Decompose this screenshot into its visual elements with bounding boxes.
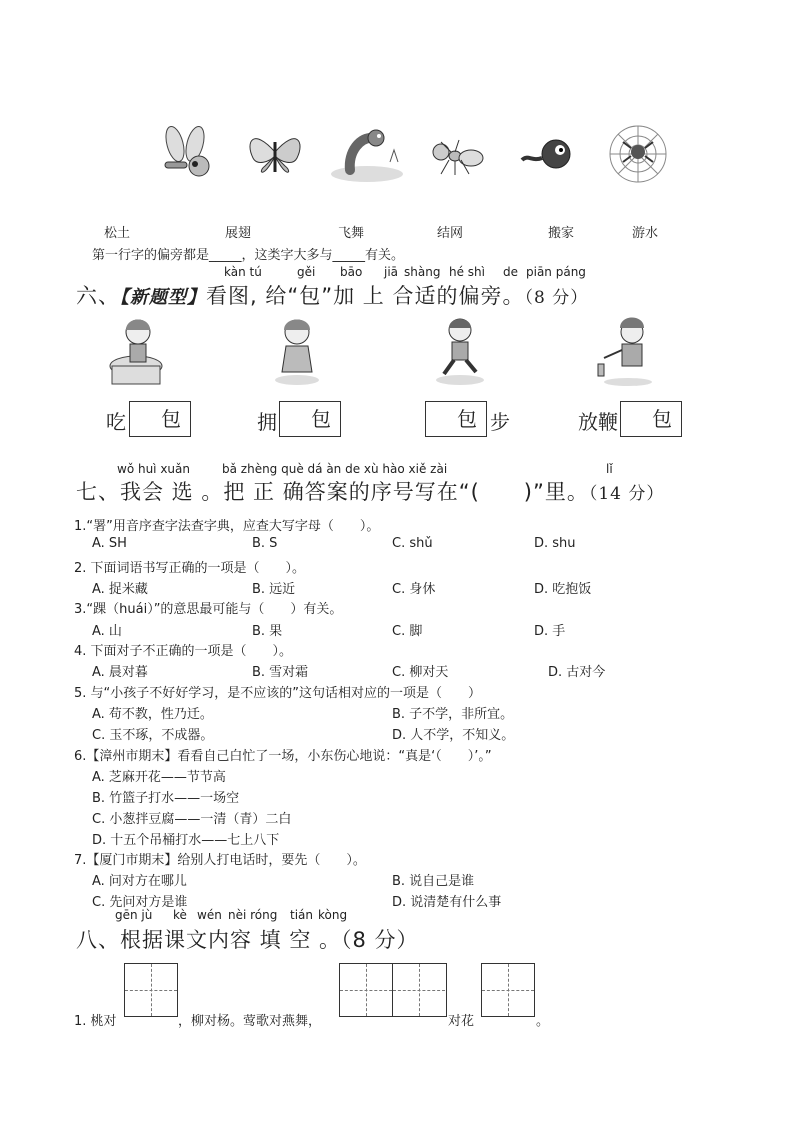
option-c[interactable]: C. 小葱拌豆腐——一清（青）二白 bbox=[92, 812, 292, 827]
option-d[interactable]: D. 人不学，不知义。 bbox=[392, 728, 515, 743]
option-d[interactable]: D. 吃抱饭 bbox=[534, 582, 592, 597]
word-5: 搬家 bbox=[548, 226, 575, 241]
option-b[interactable]: B. 雪对霜 bbox=[252, 665, 309, 680]
pinyin: de bbox=[503, 265, 518, 279]
tianzige-grid[interactable] bbox=[124, 963, 178, 1017]
question-1: 1.“署”用音序查字法查字典，应查大写字母（ ）。 bbox=[74, 519, 380, 534]
option-c[interactable]: C. 先问对方是谁 bbox=[92, 895, 188, 910]
section7-heading bbox=[76, 476, 664, 506]
child-firecracker-icon bbox=[594, 316, 654, 386]
option-a[interactable]: A. 山 bbox=[92, 624, 122, 639]
pinyin: tián bbox=[290, 908, 313, 922]
tianzige-grid[interactable] bbox=[339, 963, 447, 1017]
answer-box[interactable]: 包 bbox=[279, 401, 341, 437]
word-2: 展翅 bbox=[225, 226, 252, 241]
option-d[interactable]: D. 说清楚有什么事 bbox=[392, 895, 502, 910]
question-3: 3.“踝（huái）”的意思最可能与（ ）有关。 bbox=[74, 602, 343, 617]
section-score: （8 分） bbox=[524, 288, 589, 308]
option-c[interactable]: C. 身休 bbox=[392, 582, 436, 597]
pinyin: wǒ huì xuǎn bbox=[117, 462, 190, 476]
option-a[interactable]: A. 晨对暮 bbox=[92, 665, 148, 680]
girl-hugging-icon bbox=[272, 316, 322, 386]
option-a[interactable]: A. SH bbox=[92, 536, 127, 551]
dragonfly-icon bbox=[155, 122, 219, 186]
pinyin: lǐ bbox=[606, 462, 613, 476]
option-a[interactable]: A. 芝麻开花——节节高 bbox=[92, 770, 226, 785]
section-score: （14 分） bbox=[588, 484, 665, 504]
pinyin: nèi róng bbox=[228, 908, 278, 922]
pinyin: gēn jù bbox=[115, 908, 153, 922]
item-prefix: 吃 bbox=[106, 410, 126, 434]
pinyin: kòng bbox=[318, 908, 348, 922]
question-6: 6.【漳州市期末】看看自己白忙了一场，小东伤心地说：“真是‘（ ）’。” bbox=[74, 749, 492, 764]
question-5: 5. 与“小孩子不好好学习，是不应该的”这句话相对应的一项是（ ） bbox=[74, 686, 482, 701]
question-7: 7.【厦门市期末】给别人打电话时，要先（ ）。 bbox=[74, 853, 366, 868]
pinyin: kè bbox=[173, 908, 187, 922]
option-b[interactable]: B. 果 bbox=[252, 624, 283, 639]
section-title: 七、我会 选 。把 正 确答案的序号写在“( )”里。 bbox=[76, 480, 589, 504]
question-4: 4. 下面对子不正确的一项是（ ）。 bbox=[74, 644, 293, 659]
girl-eating-icon bbox=[108, 316, 164, 386]
option-a[interactable]: A. 苟不教，性乃迁。 bbox=[92, 707, 213, 722]
option-d[interactable]: D. shu bbox=[534, 536, 576, 551]
option-b[interactable]: B. 子不学，非所宜。 bbox=[392, 707, 514, 722]
pinyin: jiā bbox=[384, 265, 399, 279]
pinyin: piān páng bbox=[526, 265, 586, 279]
new-type-tag: 【新题型】 bbox=[120, 287, 206, 308]
pinyin: wén bbox=[197, 908, 222, 922]
option-a[interactable]: A. 捉米藏 bbox=[92, 582, 148, 597]
tadpole-icon bbox=[520, 128, 584, 192]
option-a[interactable]: A. 问对方在哪儿 bbox=[92, 874, 187, 889]
answer-box[interactable]: 包 bbox=[129, 401, 191, 437]
child-running-icon bbox=[432, 316, 488, 386]
butterfly-icon bbox=[243, 122, 307, 186]
word-3: 飞舞 bbox=[338, 226, 365, 241]
option-d[interactable]: D. 手 bbox=[534, 624, 566, 639]
earthworm-icon bbox=[330, 122, 404, 186]
pinyin: gěi bbox=[297, 265, 316, 279]
pinyin: shàng bbox=[404, 265, 441, 279]
option-b[interactable]: B. 说自己是谁 bbox=[392, 874, 475, 889]
tianzige-grid[interactable] bbox=[481, 963, 535, 1017]
section-title: 看图, 给“包”加 上 合适的偏旁。 bbox=[206, 284, 525, 308]
section5-sentence: 第一行字的偏旁都是_____，这类字大多与_____有关。 bbox=[92, 248, 405, 263]
option-c[interactable]: C. 脚 bbox=[392, 624, 423, 639]
word-6: 游水 bbox=[632, 226, 659, 241]
pinyin: kàn tú bbox=[224, 265, 262, 279]
item-suffix: 步 bbox=[490, 410, 510, 434]
option-c[interactable]: C. 玉不琢，不成器。 bbox=[92, 728, 214, 743]
item-prefix: 放鞭 bbox=[578, 410, 618, 434]
option-c[interactable]: C. shǔ bbox=[392, 536, 433, 551]
fill-text: 对花 bbox=[448, 1014, 475, 1029]
question-2: 2. 下面词语书写正确的一项是（ ）。 bbox=[74, 561, 306, 576]
fill-text: 。 bbox=[536, 1014, 550, 1029]
pinyin: bāo bbox=[340, 265, 363, 279]
option-b[interactable]: B. 竹篮子打水——一场空 bbox=[92, 791, 240, 806]
fill-text: 1. 桃对 bbox=[74, 1014, 117, 1029]
option-b[interactable]: B. 远近 bbox=[252, 582, 296, 597]
fill-text: ，柳对杨。莺歌对燕舞， bbox=[178, 1014, 322, 1029]
ant-icon bbox=[425, 126, 489, 190]
pinyin: bǎ zhèng què dá àn de xù hào xiě zài bbox=[222, 462, 448, 476]
answer-box[interactable]: 包 bbox=[620, 401, 682, 437]
word-1: 松土 bbox=[104, 226, 131, 241]
option-c[interactable]: C. 柳对天 bbox=[392, 665, 449, 680]
option-d[interactable]: D. 十五个吊桶打水——七上八下 bbox=[92, 833, 280, 848]
section8-heading: 八、根据课文内容 填 空 。（8 分） bbox=[76, 928, 419, 952]
pinyin: hé shì bbox=[449, 265, 485, 279]
item-prefix: 拥 bbox=[257, 410, 277, 434]
option-d[interactable]: D. 古对今 bbox=[548, 665, 606, 680]
section-number: 六、 bbox=[76, 284, 120, 308]
word-4: 结网 bbox=[437, 226, 464, 241]
answer-box[interactable]: 包 bbox=[425, 401, 487, 437]
option-b[interactable]: B. S bbox=[252, 536, 278, 551]
spider-icon bbox=[606, 122, 670, 186]
section6-heading bbox=[76, 280, 588, 310]
